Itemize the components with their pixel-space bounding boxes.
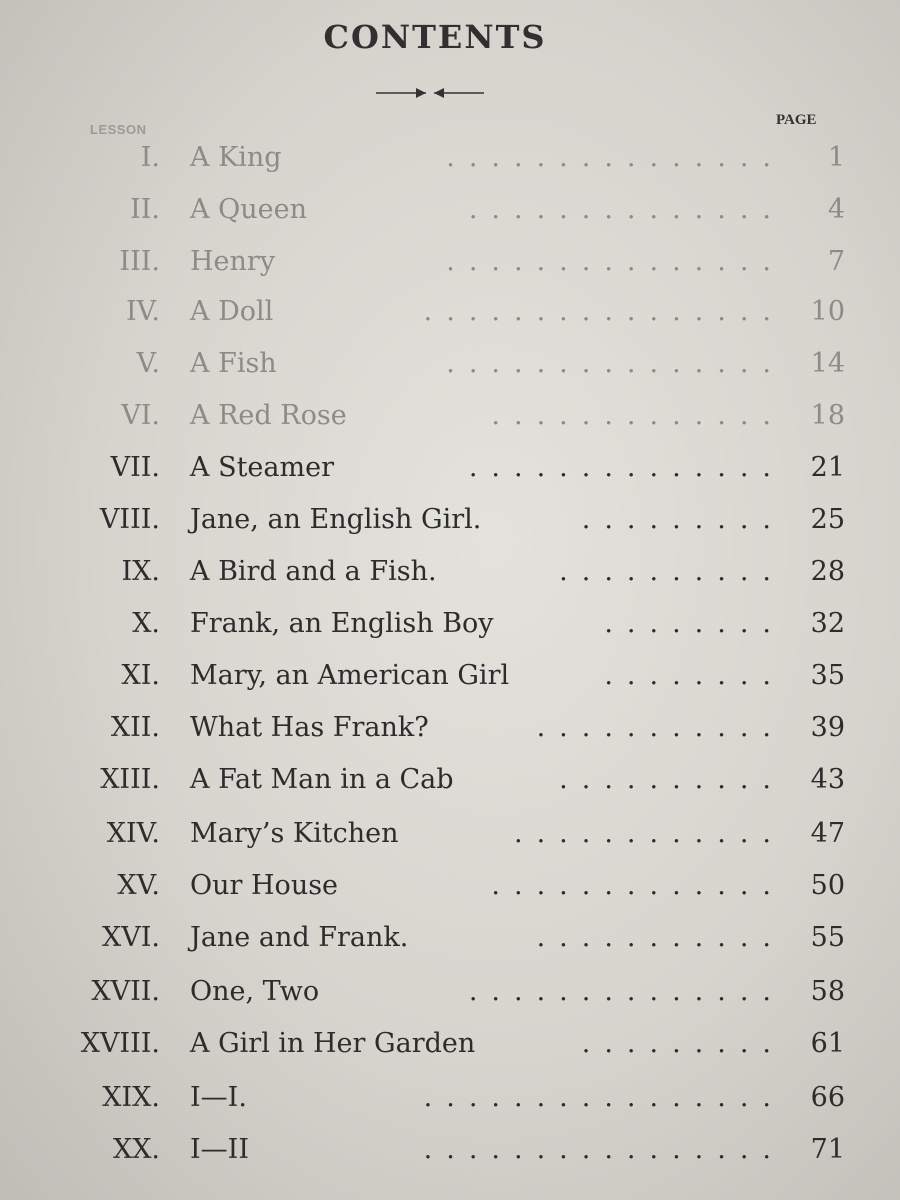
dot-leader: ........... [536,712,785,743]
dot-leader: ........ [604,608,785,639]
lesson-numeral: XIV. [106,818,160,849]
dot-leader: ............... [446,246,785,277]
page-number: 43 [810,764,845,795]
toc-entry [0,448,900,488]
page-number: 4 [827,194,845,225]
toc-entry [0,552,900,592]
lesson-title: A Doll [190,296,274,327]
lesson-numeral: XIX. [102,1082,160,1113]
lesson-title: A Red Rose [190,400,347,431]
lesson-numeral: V. [136,348,160,379]
toc-entry [0,344,900,384]
lesson-numeral: XV. [117,870,160,901]
page-number: 58 [810,976,845,1007]
dot-leader: ................ [423,296,785,327]
dot-leader: .............. [468,976,785,1007]
page-number: 25 [810,504,845,535]
lesson-numeral: XIII. [100,764,160,795]
page-number: 50 [810,870,845,901]
page-number: 32 [810,608,845,639]
lesson-numeral: IX. [121,556,160,587]
lesson-title: Jane, an English Girl. [190,504,482,535]
dot-leader: .............. [468,194,785,225]
lesson-numeral: VI. [121,400,160,431]
lesson-numeral: I. [140,142,160,173]
toc-entry [0,708,900,748]
dot-leader: ........... [536,922,785,953]
lesson-title: One, Two [190,976,320,1007]
toc-entry [0,918,900,958]
page-number: 47 [810,818,845,849]
lesson-numeral: XVIII. [80,1028,160,1059]
dot-leader: ............... [446,348,785,379]
lesson-title: Mary, an American Girl [190,660,510,691]
toc-entry [0,500,900,540]
toc-entry [0,1078,900,1118]
page-number: 71 [810,1134,845,1165]
dot-leader: .......... [559,764,785,795]
toc-entry [0,1024,900,1064]
toc-entry [0,656,900,696]
lesson-numeral: X. [132,608,160,639]
toc-entry [0,604,900,644]
page-number: 18 [810,400,845,431]
page-number: 14 [810,348,845,379]
lesson-numeral: VII. [110,452,160,483]
toc-entry [0,242,900,282]
arrows-ornament-icon [372,82,488,104]
page-number: 1 [827,142,845,173]
lesson-numeral: VIII. [99,504,160,535]
dot-leader: ......... [581,504,785,535]
lesson-title: A Girl in Her Garden [190,1028,476,1059]
lesson-title: A Fat Man in a Cab [190,764,454,795]
page-number: 7 [827,246,845,277]
dot-leader: ............ [514,818,785,849]
lesson-title: Jane and Frank. [190,922,409,953]
lesson-title: Mary’s Kitchen [190,818,399,849]
lesson-numeral: XVI. [102,922,160,953]
dot-leader: .............. [468,452,785,483]
lesson-column-header: LESSON [90,122,147,137]
dot-leader: ................ [423,1134,785,1165]
page-number: 66 [810,1082,845,1113]
lesson-title: Henry [190,246,276,277]
lesson-title: What Has Frank? [190,712,429,743]
dot-leader: ............. [491,400,785,431]
lesson-title: I—I. [190,1082,247,1113]
lesson-title: A King [190,142,282,173]
page-number: 55 [810,922,845,953]
dot-leader: ............. [491,870,785,901]
toc-entry [0,814,900,854]
dot-leader: .......... [559,556,785,587]
page-number: 39 [810,712,845,743]
page-number: 28 [810,556,845,587]
page-title: CONTENTS [323,18,547,56]
toc-entry [0,396,900,436]
lesson-numeral: XI. [121,660,160,691]
toc-entry [0,1130,900,1170]
dot-leader: ................ [423,1082,785,1113]
dot-leader: ......... [581,1028,785,1059]
page-number: 10 [810,296,845,327]
toc-entry [0,292,900,332]
toc-entry [0,190,900,230]
lesson-title: Our House [190,870,339,901]
dot-leader: ........ [604,660,785,691]
toc-entry [0,760,900,800]
page-column-header: PAGE [776,112,817,128]
lesson-numeral: XII. [110,712,160,743]
toc-entry [0,972,900,1012]
lesson-numeral: XVII. [91,976,160,1007]
page-number: 35 [810,660,845,691]
lesson-title: A Bird and a Fish. [190,556,437,587]
lesson-title: A Fish [190,348,277,379]
page-number: 61 [810,1028,845,1059]
lesson-numeral: III. [119,246,160,277]
lesson-title: A Queen [190,194,307,225]
toc-entry [0,138,900,178]
lesson-title: A Steamer [190,452,334,483]
dot-leader: ............... [446,142,785,173]
page-number: 21 [810,452,845,483]
lesson-title: I—II [190,1134,249,1165]
lesson-title: Frank, an English Boy [190,608,494,639]
lesson-numeral: II. [130,194,160,225]
lesson-numeral: IV. [125,296,160,327]
lesson-numeral: XX. [112,1134,160,1165]
toc-entry [0,866,900,906]
